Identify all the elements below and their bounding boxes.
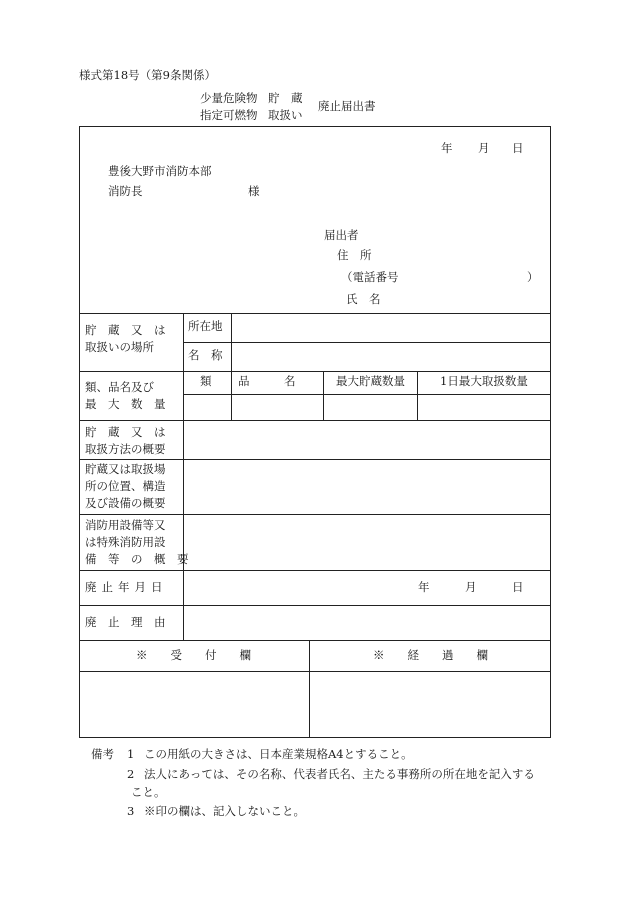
phone-close: ）: [527, 270, 539, 284]
abolition-date-label: 廃止年月日: [85, 580, 168, 594]
location-label: 所在地: [188, 319, 223, 333]
recipient-org: 豊後大野市消防本部: [108, 164, 212, 178]
category-label: 類、品名及び 最 大 数 量: [85, 380, 166, 411]
col-class-header: 類: [200, 374, 212, 388]
col-daily-max-header: 1日最大取扱数量: [440, 374, 528, 388]
note-1-num: 1: [127, 747, 135, 761]
facility-name-label: 名 称: [188, 348, 223, 362]
phone-label: （電話番号: [341, 270, 399, 284]
col-item-header: 品 名: [238, 374, 296, 388]
title-line1-part1: 少量危険物: [200, 91, 258, 105]
date-year: 年: [441, 141, 453, 155]
address-label: 住 所: [337, 248, 372, 262]
title-line1-part2: 貯 蔵: [268, 91, 303, 105]
title-line2-part1: 指定可燃物: [200, 108, 258, 122]
abolition-year: 年: [418, 580, 430, 594]
position-label: 貯蔵又は取扱場 所の位置、構造 及び設備の概要: [85, 462, 166, 510]
note-2-num: 2: [127, 767, 135, 781]
recipient-honorific: 様: [248, 184, 260, 198]
note-3-num: 3: [127, 804, 135, 818]
abolition-month: 月: [465, 580, 477, 594]
abolition-reason-label: 廃 止 理 由: [85, 615, 166, 629]
fire-equipment-label: 消防用設備等又 は特殊消防用設 備 等 の 概 要: [85, 518, 189, 566]
col-max-storage-header: 最大貯蔵数量: [336, 374, 405, 388]
note-1-text: この用紙の大きさは、日本産業規格A4とすること。: [144, 747, 413, 761]
date-day: 日: [512, 141, 524, 155]
storage-place-label: 貯 蔵 又 は 取扱いの場所: [85, 323, 166, 354]
abolition-day: 日: [512, 580, 524, 594]
name-label: 氏 名: [346, 292, 381, 306]
applicant-label: 届出者: [324, 228, 359, 242]
title-line2-part2: 取扱い: [268, 108, 303, 122]
note-3-text: ※印の欄は、記入しないこと。: [144, 804, 305, 818]
reception-header: ※ 受 付 欄: [136, 648, 251, 662]
date-month: 月: [478, 141, 490, 155]
note-2-text: 法人にあっては、その名称、代表者氏名、主たる事務所の所在地を記入する: [144, 767, 535, 781]
notes-label: 備考: [91, 747, 114, 761]
form-number: 様式第18号（第9条関係）: [79, 68, 216, 82]
progress-header: ※ 経 過 欄: [373, 648, 488, 662]
note-2-text-cont: こと。: [131, 785, 166, 799]
method-label: 貯 蔵 又 は 取扱方法の概要: [85, 425, 166, 456]
recipient-title: 消防長: [108, 184, 143, 198]
title-suffix: 廃止届出書: [318, 99, 376, 113]
